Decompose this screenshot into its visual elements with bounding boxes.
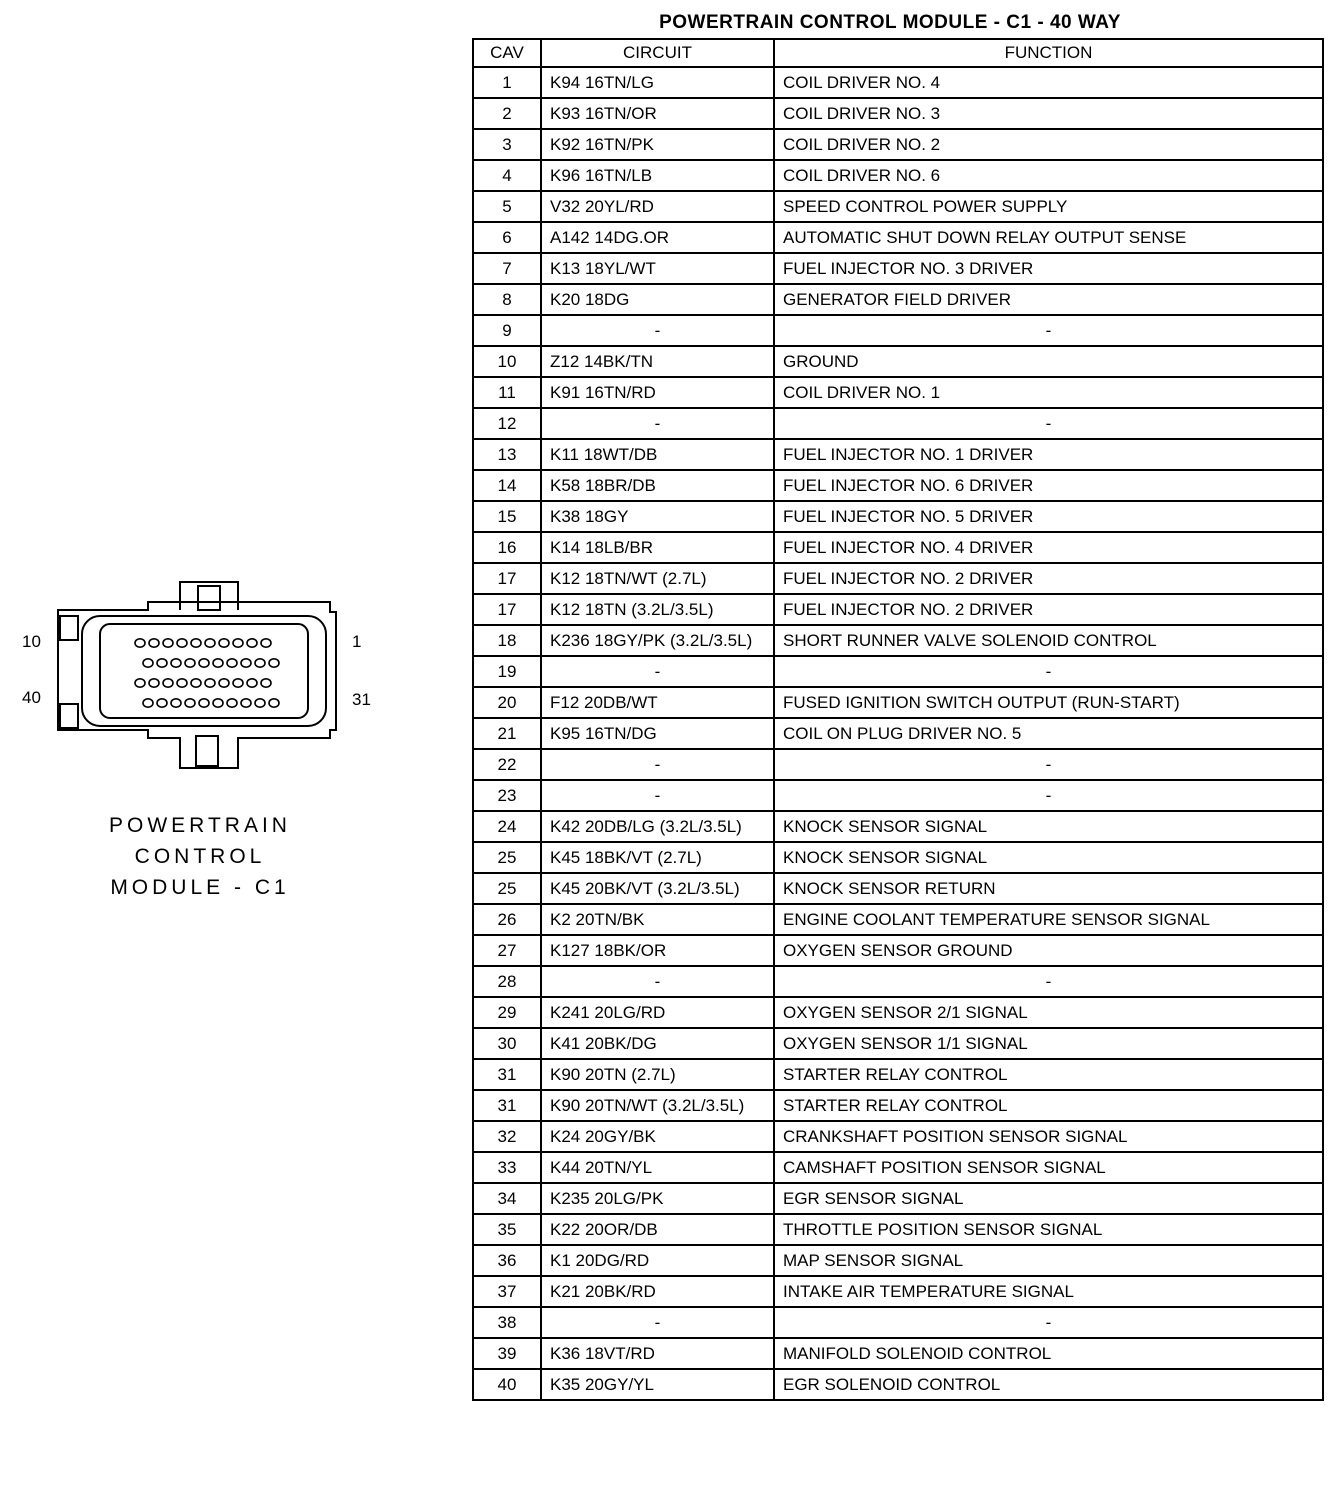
function-cell: -: [774, 749, 1323, 780]
function-cell: KNOCK SENSOR SIGNAL: [774, 811, 1323, 842]
connector-pin: [149, 679, 159, 687]
circuit-cell: Z12 14BK/TN: [541, 346, 774, 377]
circuit-cell: K127 18BK/OR: [541, 935, 774, 966]
cav-cell: 8: [473, 284, 541, 315]
circuit-cell: V32 20YL/RD: [541, 191, 774, 222]
cav-cell: 26: [473, 904, 541, 935]
circuit-cell: K95 16TN/DG: [541, 718, 774, 749]
table-title: POWERTRAIN CONTROL MODULE - C1 - 40 WAY: [659, 12, 1121, 33]
cav-cell: 21: [473, 718, 541, 749]
cav-cell: 29: [473, 997, 541, 1028]
connector-pin: [213, 659, 223, 667]
circuit-cell: K90 20TN (2.7L): [541, 1059, 774, 1090]
circuit-cell: K58 18BR/DB: [541, 470, 774, 501]
circuit-cell: K12 18TN/WT (2.7L): [541, 563, 774, 594]
function-cell: ENGINE COOLANT TEMPERATURE SENSOR SIGNAL: [774, 904, 1323, 935]
cav-cell: 10: [473, 346, 541, 377]
cav-cell: 28: [473, 966, 541, 997]
function-cell: -: [774, 780, 1323, 811]
connector-drawing: [0, 560, 400, 790]
circuit-cell: K13 18YL/WT: [541, 253, 774, 284]
table-row: [473, 625, 1323, 656]
connector-pin: [143, 699, 153, 707]
connector-pin: [233, 679, 243, 687]
connector-pin: [269, 659, 279, 667]
cav-cell: 39: [473, 1338, 541, 1369]
cav-cell: 9: [473, 315, 541, 346]
connector-pin: [149, 639, 159, 647]
caption-line: CONTROL: [134, 845, 266, 868]
function-cell: COIL ON PLUG DRIVER NO. 5: [774, 718, 1323, 749]
cav-cell: 31: [473, 1059, 541, 1090]
connector-pin: [191, 679, 201, 687]
circuit-cell: K45 20BK/VT (3.2L/3.5L): [541, 873, 774, 904]
cav-cell: 4: [473, 160, 541, 191]
cav-cell: 17: [473, 563, 541, 594]
cav-cell: 37: [473, 1276, 541, 1307]
circuit-cell: K21 20BK/RD: [541, 1276, 774, 1307]
connector-pin: [219, 639, 229, 647]
function-cell: SPEED CONTROL POWER SUPPLY: [774, 191, 1323, 222]
circuit-cell: K14 18LB/BR: [541, 532, 774, 563]
circuit-cell: K92 16TN/PK: [541, 129, 774, 160]
table-row: [473, 1152, 1323, 1183]
function-cell: -: [774, 1307, 1323, 1338]
connector-pin: [269, 699, 279, 707]
function-cell: FUEL INJECTOR NO. 2 DRIVER: [774, 594, 1323, 625]
cav-cell: 1: [473, 67, 541, 98]
function-cell: -: [774, 408, 1323, 439]
function-cell: GENERATOR FIELD DRIVER: [774, 284, 1323, 315]
cav-cell: 16: [473, 532, 541, 563]
table-row: [473, 873, 1323, 904]
cav-cell: 23: [473, 780, 541, 811]
circuit-cell: K20 18DG: [541, 284, 774, 315]
connector-pin: [205, 639, 215, 647]
header-cav: CAV: [473, 39, 541, 67]
connector-inner-wall: [82, 616, 326, 726]
circuit-cell: -: [541, 966, 774, 997]
connector-pin-field: [100, 624, 308, 718]
table-row: [473, 1214, 1323, 1245]
circuit-cell: -: [541, 315, 774, 346]
table-row: [473, 811, 1323, 842]
connector-left-tab-bottom: [60, 704, 78, 728]
circuit-cell: F12 20DB/WT: [541, 687, 774, 718]
circuit-cell: -: [541, 780, 774, 811]
function-cell: AUTOMATIC SHUT DOWN RELAY OUTPUT SENSE: [774, 222, 1323, 253]
function-cell: GROUND: [774, 346, 1323, 377]
function-cell: -: [774, 966, 1323, 997]
cav-cell: 34: [473, 1183, 541, 1214]
cav-cell: 5: [473, 191, 541, 222]
table-row: [473, 377, 1323, 408]
function-cell: CRANKSHAFT POSITION SENSOR SIGNAL: [774, 1121, 1323, 1152]
function-cell: FUEL INJECTOR NO. 1 DRIVER: [774, 439, 1323, 470]
cav-cell: 17: [473, 594, 541, 625]
table-row: [473, 1121, 1323, 1152]
connector-pin: [227, 699, 237, 707]
circuit-cell: K96 16TN/LB: [541, 160, 774, 191]
caption-line: POWERTRAIN: [109, 814, 291, 837]
table-row: [473, 594, 1323, 625]
circuit-cell: K12 18TN (3.2L/3.5L): [541, 594, 774, 625]
connector-pin: [213, 699, 223, 707]
connector-pin: [163, 679, 173, 687]
connector-pin: [171, 699, 181, 707]
table-row: [473, 1245, 1323, 1276]
connector-left-tab-top: [60, 616, 78, 640]
function-cell: COIL DRIVER NO. 1: [774, 377, 1323, 408]
table-row: [473, 1090, 1323, 1121]
pin-label-top-right: 1: [352, 632, 362, 651]
cav-cell: 11: [473, 377, 541, 408]
cav-cell: 15: [473, 501, 541, 532]
table-row: [473, 253, 1323, 284]
circuit-cell: -: [541, 408, 774, 439]
connector-pin: [233, 639, 243, 647]
cav-cell: 2: [473, 98, 541, 129]
function-cell: STARTER RELAY CONTROL: [774, 1059, 1323, 1090]
cav-cell: 36: [473, 1245, 541, 1276]
function-cell: OXYGEN SENSOR 1/1 SIGNAL: [774, 1028, 1323, 1059]
connector-pin: [135, 639, 145, 647]
circuit-cell: K2 20TN/BK: [541, 904, 774, 935]
cav-cell: 32: [473, 1121, 541, 1152]
function-cell: EGR SOLENOID CONTROL: [774, 1369, 1323, 1400]
pin-label-bottom-right: 31: [352, 690, 371, 709]
connector-pin: [185, 659, 195, 667]
connector-pin: [241, 659, 251, 667]
function-cell: -: [774, 315, 1323, 346]
table-body: [473, 67, 1323, 1400]
function-cell: CAMSHAFT POSITION SENSOR SIGNAL: [774, 1152, 1323, 1183]
cav-cell: 7: [473, 253, 541, 284]
function-cell: COIL DRIVER NO. 4: [774, 67, 1323, 98]
table-row: [473, 718, 1323, 749]
table-row: [473, 656, 1323, 687]
connector-pin: [135, 679, 145, 687]
circuit-cell: K22 20OR/DB: [541, 1214, 774, 1245]
table-row: [473, 470, 1323, 501]
pinout-table: [472, 38, 1324, 1401]
circuit-cell: K44 20TN/YL: [541, 1152, 774, 1183]
cav-cell: 14: [473, 470, 541, 501]
connector-top-lock: [198, 586, 220, 610]
circuit-cell: A142 14DG.OR: [541, 222, 774, 253]
circuit-cell: K94 16TN/LG: [541, 67, 774, 98]
cav-cell: 3: [473, 129, 541, 160]
connector-pin: [261, 639, 271, 647]
cav-cell: 30: [473, 1028, 541, 1059]
table-row: [473, 1059, 1323, 1090]
pin-label-bottom-left: 40: [22, 688, 41, 707]
function-cell: FUEL INJECTOR NO. 2 DRIVER: [774, 563, 1323, 594]
connector-caption: [90, 810, 310, 903]
circuit-cell: K90 20TN/WT (3.2L/3.5L): [541, 1090, 774, 1121]
connector-pin: [241, 699, 251, 707]
cav-cell: 40: [473, 1369, 541, 1400]
connector-diagram: [0, 560, 400, 790]
connector-pin: [177, 679, 187, 687]
circuit-cell: -: [541, 749, 774, 780]
circuit-cell: K1 20DG/RD: [541, 1245, 774, 1276]
function-cell: MAP SENSOR SIGNAL: [774, 1245, 1323, 1276]
circuit-cell: K235 20LG/PK: [541, 1183, 774, 1214]
table-row: [473, 408, 1323, 439]
function-cell: STARTER RELAY CONTROL: [774, 1090, 1323, 1121]
connector-pin: [219, 679, 229, 687]
function-cell: -: [774, 656, 1323, 687]
table-row: [473, 842, 1323, 873]
cav-cell: 25: [473, 842, 541, 873]
pin-label-top-left: 10: [22, 632, 41, 651]
table-row: [473, 749, 1323, 780]
function-cell: FUEL INJECTOR NO. 5 DRIVER: [774, 501, 1323, 532]
connector-pin: [255, 659, 265, 667]
connector-pin: [199, 659, 209, 667]
table-row: [473, 222, 1323, 253]
connector-pin: [157, 699, 167, 707]
table-row: [473, 532, 1323, 563]
function-cell: FUEL INJECTOR NO. 4 DRIVER: [774, 532, 1323, 563]
table-row: [473, 98, 1323, 129]
cav-cell: 13: [473, 439, 541, 470]
table-row: [473, 1183, 1323, 1214]
circuit-cell: K93 16TN/OR: [541, 98, 774, 129]
cav-cell: 33: [473, 1152, 541, 1183]
table-row: [473, 1338, 1323, 1369]
table-row: [473, 1307, 1323, 1338]
header-function: FUNCTION: [774, 39, 1323, 67]
table-row: [473, 129, 1323, 160]
connector-pin: [163, 639, 173, 647]
header-circuit: CIRCUIT: [541, 39, 774, 67]
table-row: [473, 346, 1323, 377]
table-row: [473, 1028, 1323, 1059]
table-row: [473, 780, 1323, 811]
connector-pins: [135, 639, 279, 707]
table-row: [473, 1276, 1323, 1307]
cav-cell: 31: [473, 1090, 541, 1121]
cav-cell: 24: [473, 811, 541, 842]
circuit-cell: K91 16TN/RD: [541, 377, 774, 408]
table-row: [473, 67, 1323, 98]
table-row: [473, 439, 1323, 470]
table-row: [473, 935, 1323, 966]
connector-pin: [171, 659, 181, 667]
table-row: [473, 284, 1323, 315]
function-cell: EGR SENSOR SIGNAL: [774, 1183, 1323, 1214]
function-cell: KNOCK SENSOR RETURN: [774, 873, 1323, 904]
function-cell: COIL DRIVER NO. 2: [774, 129, 1323, 160]
table-row: [473, 687, 1323, 718]
circuit-cell: K24 20GY/BK: [541, 1121, 774, 1152]
circuit-cell: K11 18WT/DB: [541, 439, 774, 470]
cav-cell: 27: [473, 935, 541, 966]
table-row: [473, 1369, 1323, 1400]
circuit-cell: K45 18BK/VT (2.7L): [541, 842, 774, 873]
function-cell: FUEL INJECTOR NO. 6 DRIVER: [774, 470, 1323, 501]
circuit-cell: K36 18VT/RD: [541, 1338, 774, 1369]
circuit-cell: -: [541, 656, 774, 687]
cav-cell: 22: [473, 749, 541, 780]
connector-pin: [157, 659, 167, 667]
cav-cell: 38: [473, 1307, 541, 1338]
cav-cell: 19: [473, 656, 541, 687]
connector-pin: [247, 639, 257, 647]
connector-pin: [247, 679, 257, 687]
cav-cell: 18: [473, 625, 541, 656]
table-header-row: [473, 39, 1323, 67]
table-row: [473, 904, 1323, 935]
circuit-cell: K35 20GY/YL: [541, 1369, 774, 1400]
cav-cell: 25: [473, 873, 541, 904]
table-row: [473, 160, 1323, 191]
connector-pin: [261, 679, 271, 687]
function-cell: SHORT RUNNER VALVE SOLENOID CONTROL: [774, 625, 1323, 656]
table-row: [473, 966, 1323, 997]
function-cell: FUEL INJECTOR NO. 3 DRIVER: [774, 253, 1323, 284]
circuit-cell: K241 20LG/RD: [541, 997, 774, 1028]
circuit-cell: K236 18GY/PK (3.2L/3.5L): [541, 625, 774, 656]
connector-pin: [143, 659, 153, 667]
function-cell: OXYGEN SENSOR GROUND: [774, 935, 1323, 966]
connector-pin: [205, 679, 215, 687]
table-row: [473, 501, 1323, 532]
table-row: [473, 315, 1323, 346]
function-cell: THROTTLE POSITION SENSOR SIGNAL: [774, 1214, 1323, 1245]
table-row: [473, 997, 1323, 1028]
function-cell: FUSED IGNITION SWITCH OUTPUT (RUN-START): [774, 687, 1323, 718]
cav-cell: 20: [473, 687, 541, 718]
function-cell: MANIFOLD SOLENOID CONTROL: [774, 1338, 1323, 1369]
connector-pin: [255, 699, 265, 707]
table-row: [473, 563, 1323, 594]
connector-pin: [199, 699, 209, 707]
connector-pin: [177, 639, 187, 647]
circuit-cell: K42 20DB/LG (3.2L/3.5L): [541, 811, 774, 842]
connector-pin: [191, 639, 201, 647]
table-row: [473, 191, 1323, 222]
circuit-cell: -: [541, 1307, 774, 1338]
function-cell: COIL DRIVER NO. 6: [774, 160, 1323, 191]
connector-pin: [227, 659, 237, 667]
cav-cell: 6: [473, 222, 541, 253]
circuit-cell: K38 18GY: [541, 501, 774, 532]
function-cell: OXYGEN SENSOR 2/1 SIGNAL: [774, 997, 1323, 1028]
cav-cell: 35: [473, 1214, 541, 1245]
cav-cell: 12: [473, 408, 541, 439]
connector-bottom-lock: [196, 736, 218, 766]
circuit-cell: K41 20BK/DG: [541, 1028, 774, 1059]
function-cell: KNOCK SENSOR SIGNAL: [774, 842, 1323, 873]
connector-pin: [185, 699, 195, 707]
caption-line: MODULE - C1: [110, 876, 290, 899]
function-cell: INTAKE AIR TEMPERATURE SIGNAL: [774, 1276, 1323, 1307]
function-cell: COIL DRIVER NO. 3: [774, 98, 1323, 129]
